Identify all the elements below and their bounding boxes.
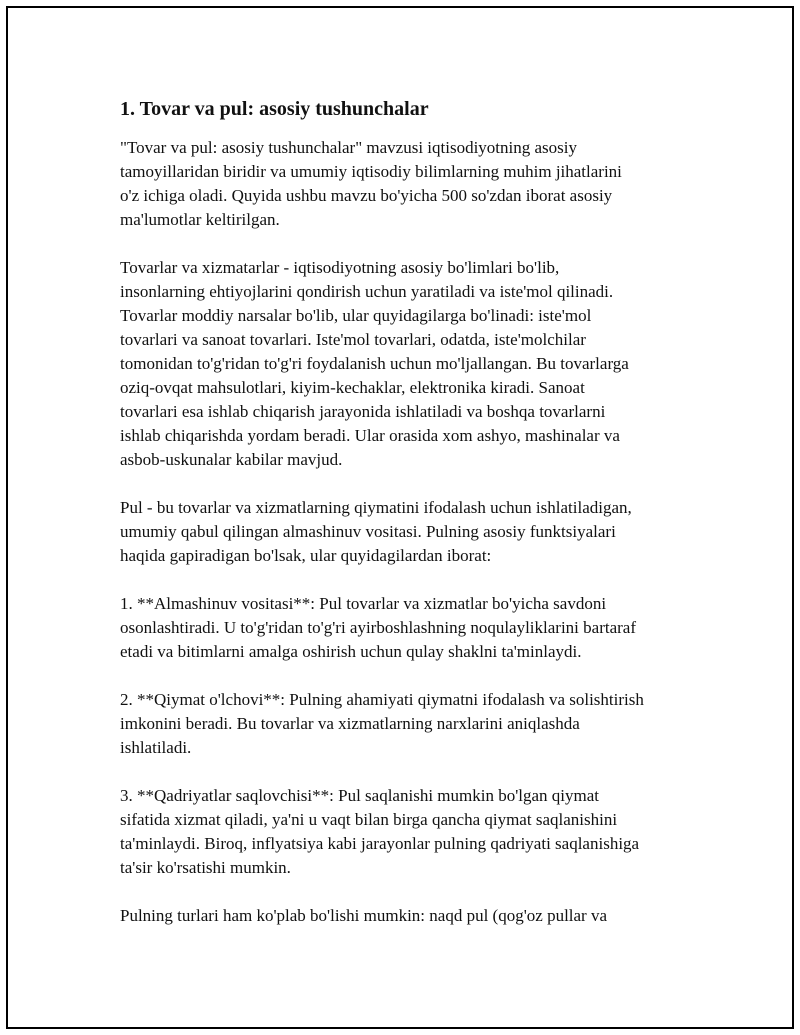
- document-body: [120, 94, 700, 952]
- intro-paragraph: "Tovar va pul: asosiy tushunchalar" mavzusi iqtisodiyotning asosiy tamoyillaridan biridir va umumiy iqtisodiy bilimlarning muhim jihatlarini o'z ichiga oladi. Quyida ushbu mavzu bo'yicha 500 so'zdan iborat asosiy ma'lumotlar keltirilgan.: [120, 138, 622, 229]
- list-item-exchange: 1. **Almashinuv vositasi**: Pul tovarlar va xizmatlar bo'yicha savdoni osonlashtiradi. U to'g'ridan to'g'ri ayirboshlashning noqulayliklarini bartaraf etadi va bitimlarni amalga oshirish uchun qulay shaklni ta'minlaydi.: [120, 594, 637, 661]
- goods-paragraph: Tovarlar va xizmatarlar - iqtisodiyotning asosiy bo'limlari bo'lib, insonlarning ehtiyojlarini qondirish uchun yaratiladi va iste'mol qilinadi. Tovarlar moddiy narsalar bo'lib, ular quyidagilarga bo'linadi: iste'mol tovarlari va sanoat tovarlari. Iste'mol tovarlari, odatda, iste'molchilar tomonidan to'g'ridan to'g'ri foydalanish uchun mo'ljallangan. Bu tovarlarga oziq-ovqat mahsulotlari, kiyim-kechaklar, elektronika kiradi. Sanoat tovarlari esa ishlab chiqarish jarayonida ishlatiladi va boshqa tovarlarni ishlab chiqarishda yordam beradi. Ular orasida xom ashyo, mashinalar va asbob-uskunalar kabilar mavjud.: [120, 258, 629, 469]
- list-item-store-of-value: 3. **Qadriyatlar saqlovchisi**: Pul saqlanishi mumkin bo'lgan qiymat sifatida xizmat qiladi, ya'ni u vaqt bilan birga qancha qiymat saqlanishini ta'minlaydi. Biroq, inflyatsiya kabi jarayonlar pulning qadriyati saqlanishiga ta'sir ko'rsatishi mumkin.: [120, 786, 640, 877]
- money-paragraph: Pul - bu tovarlar va xizmatlarning qiymatini ifodalash uchun ishlatiladigan, umumiy qabul qilingan almashinuv vositasi. Pulning asosiy funktsiyalari haqida gapiradigan bo'lsak, ular quyidagilardan iborat:: [120, 498, 632, 565]
- document-page: [6, 6, 794, 1029]
- document-title: 1. Tovar va pul: asosiy tushunchalar: [120, 98, 429, 120]
- list-item-value-measure: 2. **Qiymat o'lchovi**: Pulning ahamiyati qiymatni ifodalash va solishtirish imkonini beradi. Bu tovarlar va xizmatlarning narxlarini aniqlashda ishlatiladi.: [120, 690, 644, 757]
- money-types-paragraph: Pulning turlari ham ko'plab bo'lishi mumkin: naqd pul (qog'oz pullar va: [120, 906, 608, 925]
